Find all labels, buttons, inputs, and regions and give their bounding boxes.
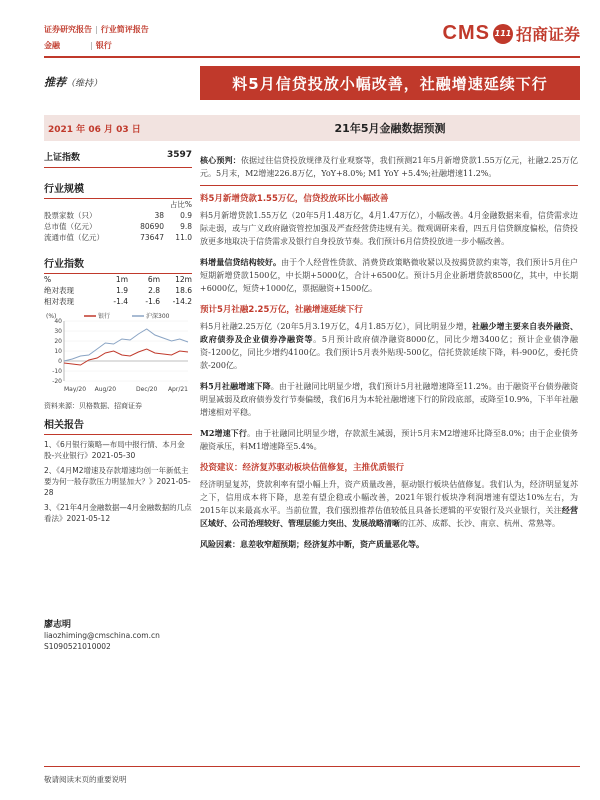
paragraph-text: 。由于社融同比明显少增，存款派生减弱，预计5月末M2增速环比降至8.0%；由于企业债务融资承压，料M1增速降至5.4%。 bbox=[200, 429, 579, 451]
analyst-email[interactable]: liaozhiming@cmschina.com.cn bbox=[44, 631, 160, 640]
scale-pct: 11.0 bbox=[175, 233, 192, 242]
chart-ytick-label: 20 bbox=[54, 338, 62, 345]
core-label: 核心预判： bbox=[200, 155, 241, 165]
source-note: 资料来源：贝格数据、招商证券 bbox=[44, 402, 142, 410]
perf-header-row bbox=[44, 274, 192, 285]
scale-value: 38 bbox=[154, 211, 164, 220]
perf-value: 1.9 bbox=[116, 286, 128, 295]
chart-xtick-label: Aug/20 bbox=[94, 386, 117, 393]
perf-key: 绝对表现 bbox=[44, 286, 74, 295]
chart-ytick-label: -20 bbox=[52, 378, 62, 385]
section-heading: 投资建议：经济复苏驱动板块估值修复，主推优质银行 bbox=[200, 463, 405, 473]
chart-legend-label: 沪深300 bbox=[146, 313, 170, 320]
perf-value: 2.8 bbox=[148, 286, 160, 295]
risk-paragraph bbox=[200, 538, 578, 551]
logo-badge-icon: 111 bbox=[493, 24, 513, 44]
left-column bbox=[44, 150, 192, 524]
report-title: 料5月信贷投放小幅改善，社融增速延续下行 bbox=[200, 66, 580, 100]
analyst-license: S1090521010002 bbox=[44, 642, 111, 651]
scale-key: 总市值（亿元） bbox=[44, 222, 97, 231]
paragraph-text: 。5月预计政府债净融资8000亿，同比少增3400亿；预计企业债净融资-1200亿，同比少增约4100亿。我们预计5月表外贴现-500亿，信托贷款延续下降，料-900亿，委托贷款-200亿。 bbox=[200, 335, 579, 370]
rating-label: 推荐 bbox=[44, 76, 66, 89]
perf-key: 相对表现 bbox=[44, 297, 74, 306]
perf-row bbox=[44, 285, 192, 296]
scale-value: 73647 bbox=[140, 233, 164, 242]
perf-value: 18.6 bbox=[175, 286, 192, 295]
main-body bbox=[200, 154, 578, 551]
paragraph-text: 经济明显复苏，贷款利率有望小幅上升，资产质量改善，驱动银行板块估值修复。我们认为，经济明显复苏之下，信用成本将下降，息差有望企稳或小幅改善，2021年银行板块净利润增速有望达10%左右，为2015年以来最高水平。当前位置，我们强烈推荐估值较低且具备长逻辑的平安银行及兴业银行，关注 bbox=[200, 480, 578, 515]
core-text: 依据过往信贷投放规律及行业观察等，我们预测21年5月新增贷款1.55万亿元，社融2.25万亿元。5月末，M2增速226.8万亿，YoY+8.0%; M1 YoY +5.4%;社融增速11.2%。 bbox=[200, 156, 578, 178]
sector-line: 金融 | 银行 bbox=[44, 41, 112, 50]
section-paragraph bbox=[200, 478, 578, 530]
report-subtitle: 21年5月金融数据预测 bbox=[334, 122, 446, 135]
scale-row bbox=[44, 221, 192, 232]
index-row bbox=[44, 150, 192, 168]
perf-col: 1m bbox=[115, 275, 128, 284]
cms-logo bbox=[443, 22, 580, 45]
perf-col: 12m bbox=[175, 275, 192, 284]
scale-value: 80690 bbox=[140, 222, 164, 231]
paragraph-bold: 社融少增主要来自表外融资、政府债券及企业债券净融资等 bbox=[200, 321, 578, 344]
paragraph-bold: 经营区域好、公司治理较好、管理层能力突出、发展战略清晰 bbox=[200, 505, 579, 528]
report-type: 证券研究报告 bbox=[44, 25, 92, 34]
scale-row bbox=[44, 232, 192, 243]
paragraph-text: 料5月社融2.25万亿（20年5月3.19万亿，4月1.85万亿），同比明显少增， bbox=[200, 322, 473, 331]
report-date: 2021 年 06 月 03 日 bbox=[48, 124, 141, 135]
paragraph-lead: 料5月社融增速下降 bbox=[200, 381, 271, 391]
rating-note: （维持） bbox=[66, 79, 103, 89]
sector-b: 银行 bbox=[95, 41, 112, 50]
section-paragraph bbox=[200, 256, 578, 295]
paragraph-lead: 料增量信贷结构较好。 bbox=[200, 257, 282, 267]
related-heading: 相关报告 bbox=[44, 416, 192, 435]
date-band bbox=[44, 115, 580, 141]
ratio-header: 占比% bbox=[169, 200, 192, 209]
performance-chart bbox=[44, 311, 192, 395]
scale-key: 股票家数（只） bbox=[44, 211, 97, 220]
footer-divider bbox=[44, 766, 580, 767]
risk-label: 风险因素： bbox=[200, 539, 240, 549]
analyst-name: 廖志明 bbox=[44, 620, 72, 630]
footer-note: 敬请阅读末页的重要说明 bbox=[44, 775, 127, 784]
rating bbox=[44, 74, 102, 90]
section-paragraph bbox=[200, 427, 578, 453]
industry-scale-heading: 行业规模 bbox=[44, 180, 192, 199]
report-kind: 行业简评报告 bbox=[100, 25, 149, 34]
chart-ytick-label: 10 bbox=[54, 348, 62, 355]
scale-pct: 0.9 bbox=[180, 211, 192, 220]
logo-brand-en: CMS bbox=[442, 22, 490, 44]
perf-col: 6m bbox=[147, 275, 160, 284]
scale-header-row bbox=[44, 199, 192, 210]
related-report-link[interactable]: 1、《6月银行策略—布局中报行情、本月金股-兴业银行》2021-05-30 bbox=[44, 440, 185, 460]
section-heading: 料5月新增贷款1.55万亿，信贷投放环比小幅改善 bbox=[200, 194, 389, 204]
chart-svg bbox=[44, 311, 192, 395]
section-heading: 预计5月社融2.25万亿，社融增速延续下行 bbox=[200, 305, 363, 315]
chart-ytick-label: -10 bbox=[52, 368, 62, 375]
chart-xtick-label: Dec/20 bbox=[136, 386, 158, 393]
chart-ytick-label: 0 bbox=[58, 358, 62, 365]
index-label: 上证指数 bbox=[44, 153, 81, 163]
paragraph-text: 。由于社融同比明显少增，我们预计5月社融增速降至11.2%。由于融资平台债券融资明显减弱及政府债券发行节奏偏缓，我们6月为本轮社融增速下行的阶段底部，或降至10.9%，下半年社融增速相对平稳。 bbox=[200, 382, 578, 417]
chart-series-line bbox=[64, 329, 188, 361]
paragraph-text: 由于个人经营性贷款、消费贷政策略微收紧以及按揭贷款约束等，我们预计5月住户短期新增贷款1500亿，中长期+5000亿，合计+6500亿。预计5月企业新增贷款8500亿，其中，中长期+6000亿，短贷+1000亿，票据融资+1500亿。 bbox=[200, 258, 579, 293]
chart-xtick-label: May/20 bbox=[64, 386, 87, 393]
section-paragraph bbox=[200, 320, 578, 372]
chart-ytick-label: 40 bbox=[54, 318, 62, 325]
perf-value: -1.6 bbox=[145, 297, 160, 306]
paragraph-text: 的江苏、成都、长沙、南京、杭州、常熟等。 bbox=[400, 519, 560, 528]
chart-series-line bbox=[64, 349, 188, 365]
related-report-link[interactable]: 3、《21年4月金融数据—4月金融数据的几点看法》2021-05-12 bbox=[44, 503, 192, 523]
paragraph-lead: M2增速下行 bbox=[200, 428, 248, 438]
section-paragraph bbox=[200, 380, 578, 419]
perf-value: -1.4 bbox=[113, 297, 128, 306]
perf-row bbox=[44, 296, 192, 307]
chart-xtick-label: Apr/21 bbox=[167, 386, 188, 393]
report-type-line: 证券研究报告 | 行业简评报告 bbox=[44, 25, 149, 34]
chart-ylabel: (%) bbox=[46, 313, 57, 320]
scale-row bbox=[44, 210, 192, 221]
analyst-block bbox=[44, 617, 192, 652]
header-divider bbox=[44, 56, 580, 58]
chart-ytick-label: 30 bbox=[54, 328, 62, 335]
section-paragraph: 料5月新增贷款1.55万亿（20年5月1.48万亿，4月1.47万亿），小幅改善。4月金融数据来看，信贷需求边际走弱，或与广义政府融资管控加强及严查经营贷违规有关。微观调研来看，四五月信贷额度偏松，信贷投放更多地取决于信贷需求及银行自身投放节奏。我们预计6月信贷投放进一步小幅改善。 bbox=[200, 211, 578, 246]
related-report-link[interactable]: 2、《4月M2增速及存款增速均创一年新低主要为何一般存款压力明显加大？》2021-05-28 bbox=[44, 466, 191, 497]
logo-brand-cn: 招商证券 bbox=[515, 25, 580, 44]
index-value: 3597 bbox=[166, 150, 192, 160]
scale-key: 流通市值（亿元） bbox=[44, 233, 104, 242]
risk-text: 息差收窄超预期；经济复苏中断，资产质量恶化等。 bbox=[240, 539, 424, 549]
chart-legend-label: 银行 bbox=[98, 313, 111, 320]
core-forecast bbox=[200, 154, 578, 186]
perf-col: % bbox=[44, 275, 52, 284]
perf-value: -14.2 bbox=[172, 297, 192, 306]
scale-pct: 9.8 bbox=[180, 222, 192, 231]
sector-a: 金融 bbox=[44, 41, 60, 50]
industry-index-heading: 行业指数 bbox=[44, 255, 192, 274]
